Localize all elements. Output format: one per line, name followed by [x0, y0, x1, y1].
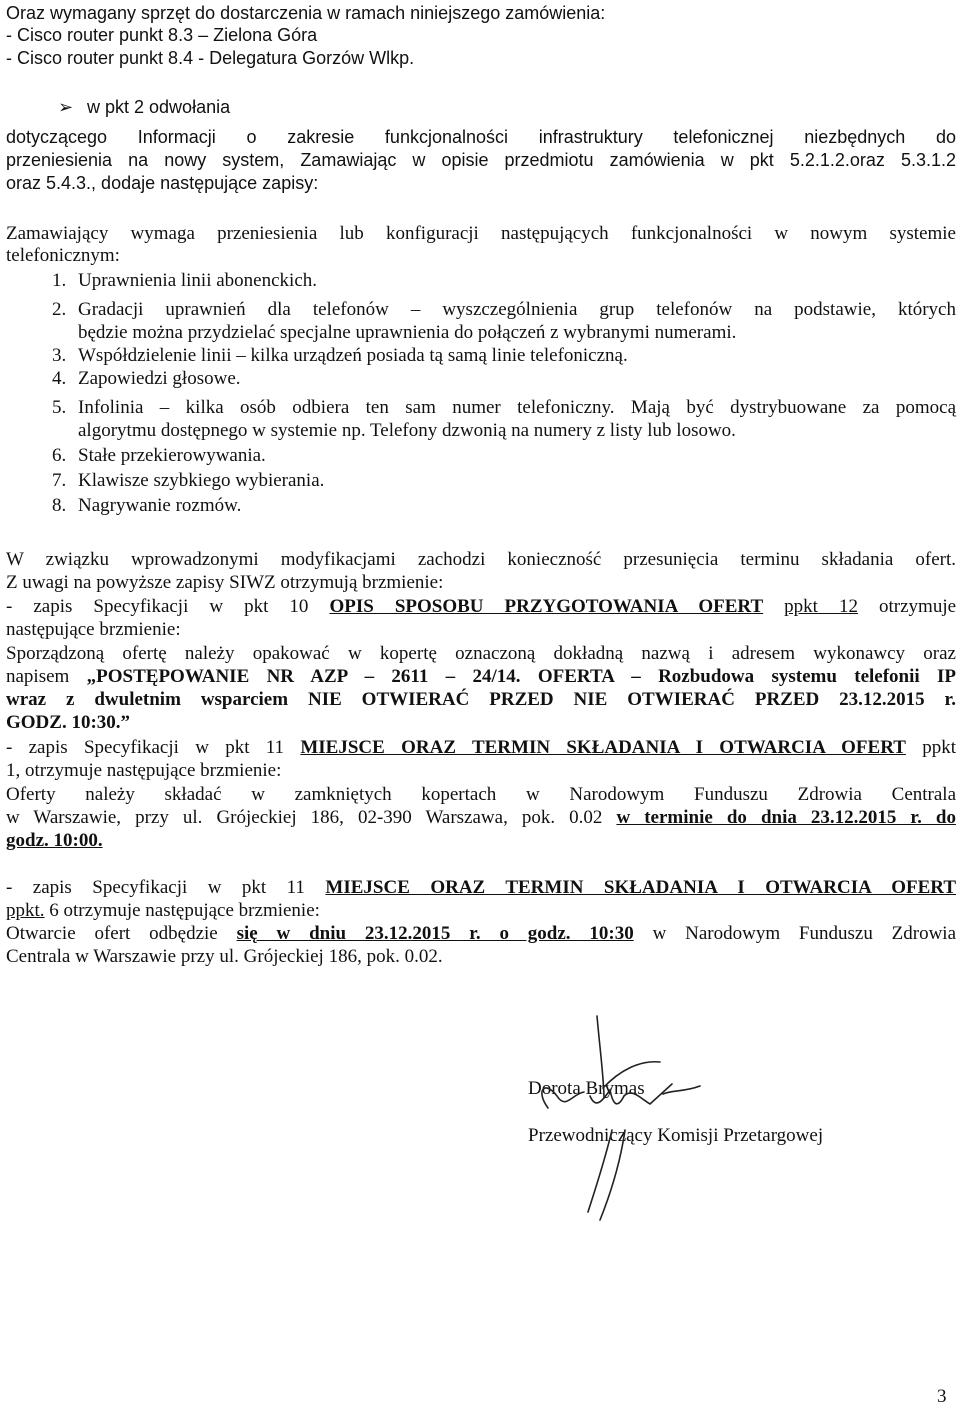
z3-line-2	[6, 899, 320, 922]
z2-post: ppkt	[922, 737, 957, 758]
section-heading-text: w pkt 2 odwołania	[87, 97, 231, 117]
z3-title: MIEJSCE ORAZ TERMIN SKŁADANIA I OTWARCIA OFERT	[325, 877, 957, 898]
list-item: Zapowiedzi głosowe.	[78, 368, 241, 389]
z3-line-3-underlined: się w dniu 23.12.2015 r. o godz. 10:30	[236, 923, 634, 944]
list-item: Stałe przekierowywania.	[78, 445, 266, 466]
arrow-bullet-icon: ➢	[58, 97, 74, 117]
section-line-1: dotyczącego Informacji o zakresie funkcjonalności infrastruktury telefonicznej niezbędnych do	[6, 127, 956, 147]
z1-line-6: GODZ. 10:30.”	[6, 712, 131, 733]
z1-line-4	[6, 665, 956, 688]
list-item-number: 6.	[52, 445, 67, 466]
list-item-number: 2.	[52, 299, 67, 320]
z2-line-2: 1, otrzymuje następujące brzmienie:	[6, 760, 282, 781]
z1-line-4-bold: „POSTĘPOWANIE NR AZP – 2611 – 24/14. OFERTA – Rozbudowa systemu telefonii IP	[86, 666, 956, 687]
list-item-number: 3.	[52, 345, 67, 366]
list-item: Współdzielenie linii – kilka urządzeń posiada tą samą linie telefoniczną.	[78, 345, 628, 366]
section-line-3: oraz 5.4.3., dodaje następujące zapisy:	[6, 173, 319, 193]
z2-pre: - zapis Specyfikacji w pkt 11	[6, 737, 285, 758]
header-line-1: Oraz wymagany sprzęt do dostarczenia w ramach niniejszego zamówienia:	[6, 3, 606, 23]
list-item: Uprawnienia linii abonenckich.	[78, 270, 318, 291]
z3-line-4: Centrala w Warszawie przy ul. Grójeckiej 186, pok. 0.02.	[6, 946, 443, 967]
change-line-2: Z uwagi na powyższe zapisy SIWZ otrzymują brzmienie:	[6, 572, 444, 593]
header-line-2: - Cisco router punkt 8.3 – Zielona Góra	[6, 25, 318, 45]
change-line-1: W związku wprowadzonymi modyfikacjami zachodzi konieczność przesunięcia terminu składania ofert.	[6, 549, 956, 570]
z3-line-1	[6, 876, 956, 899]
header-line-3: - Cisco router punkt 8.4 - Delegatura Gorzów Wlkp.	[6, 48, 415, 68]
page-number: 3	[937, 1386, 947, 1407]
z2-line-1	[6, 736, 956, 759]
z3-line-3	[6, 922, 956, 945]
z1-pre: - zapis Specyfikacji w pkt 10	[6, 596, 309, 617]
list-item-number: 5.	[52, 397, 67, 418]
z2-line-3: Oferty należy składać w zamkniętych kopertach w Narodowym Funduszu Zdrowia Centrala	[6, 784, 956, 805]
z1-post: otrzymuje	[879, 596, 957, 617]
z3-line-2-rest: 6 otrzymuje następujące brzmienie:	[49, 900, 320, 921]
z2-line-4	[6, 806, 956, 829]
z1-ppkt: ppkt 12	[784, 596, 858, 617]
z1-line-3: Sporządzoną ofertę należy opakować w kopertę oznaczoną dokładną nazwą i adresem wykonawcy oraz	[6, 643, 956, 664]
list-item: Gradacji uprawnień dla telefonów – wyszczególnienia grup telefonów na podstawie, których	[78, 299, 956, 320]
signatory-role: Przewodniczący Komisji Przetargowej	[528, 1125, 824, 1146]
z1-line-2: następujące brzmienie:	[6, 619, 181, 640]
section-line-2: przeniesienia na nowy system, Zamawiając w opisie przedmiotu zamówienia w pkt 5.2.1.2.oraz 5.3.1.2	[6, 150, 956, 170]
z1-title: OPIS SPOSOBU PRZYGOTOWANIA OFERT	[329, 596, 764, 617]
requirement-line-1: Zamawiający wymaga przeniesienia lub konfiguracji następujących funkcjonalności w nowym systemie	[6, 223, 956, 244]
z2-line-4-pre: w Warszawie, przy ul. Grójeckiej 186, 02-390 Warszawa, pok. 0.02	[6, 807, 603, 828]
list-item-continuation: będzie można przydzielać specjalne uprawnienia do połączeń z wybranymi numerami.	[78, 322, 737, 343]
list-item: Klawisze szybkiego wybierania.	[78, 470, 325, 491]
list-item-continuation: algorytmu dostępnego w systemie np. Telefony dzwonią na numery z listy lub losowo.	[78, 420, 736, 441]
list-item-number: 4.	[52, 368, 67, 389]
z3-pre: - zapis Specyfikacji w pkt 11	[6, 877, 305, 898]
z2-line-5: godz. 10:00.	[6, 830, 103, 851]
list-item-number: 8.	[52, 495, 67, 516]
signatory-name: Dorota Brymas	[528, 1078, 645, 1099]
z1-line-5: wraz z dwuletnim wsparciem NIE OTWIERAĆ PRZED NIE OTWIERAĆ PRZED 23.12.2015 r.	[6, 689, 956, 710]
z3-line-3-pre: Otwarcie ofert odbędzie	[6, 923, 218, 944]
requirement-line-2: telefonicznym:	[6, 245, 120, 266]
z2-title: MIEJSCE ORAZ TERMIN SKŁADANIA I OTWARCIA OFERT	[300, 737, 906, 758]
section-heading	[58, 96, 230, 119]
z3-line-3-post: w Narodowym Funduszu Zdrowia	[652, 923, 957, 944]
list-item: Infolinia – kilka osób odbiera ten sam numer telefoniczny. Mają być dystrybuowane za pomocą	[78, 397, 956, 418]
z3-ppkt: ppkt.	[6, 900, 45, 921]
z1-line-1	[6, 595, 956, 618]
list-item-number: 7.	[52, 470, 67, 491]
z1-line-4-pre: napisem	[6, 666, 70, 687]
z2-line-4-underlined: w terminie do dnia 23.12.2015 r. do	[616, 807, 956, 828]
list-item: Nagrywanie rozmów.	[78, 495, 242, 516]
list-item-number: 1.	[52, 270, 67, 291]
